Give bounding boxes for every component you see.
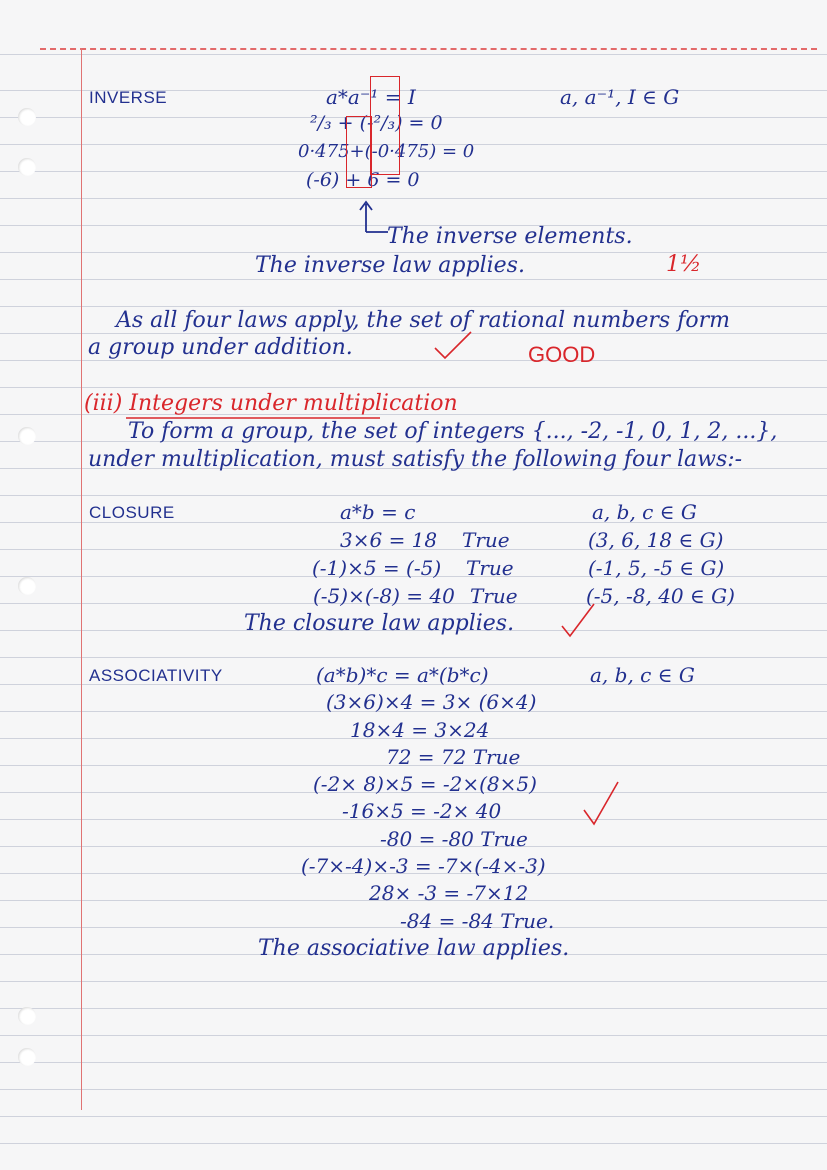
- inverse-example-1: ²/₃ + (-²/₃) = 0: [310, 112, 443, 134]
- inverse-heading: INVERSE: [89, 88, 168, 107]
- tick-icon: [560, 602, 596, 640]
- tick-icon: [433, 330, 473, 360]
- associativity-conclusion: The associative law applies.: [258, 936, 570, 961]
- associativity-line: 18×4 = 3×24: [350, 718, 490, 742]
- closure-result: True: [470, 584, 518, 608]
- tick-icon: [582, 780, 622, 828]
- closure-eq: (-1)×5 = (-5): [312, 556, 442, 580]
- closure-heading: CLOSURE: [89, 503, 175, 522]
- summary-line-1: As all four laws apply, the set of rational numbers form: [116, 308, 730, 333]
- inverse-annotation: The inverse elements.: [387, 224, 633, 249]
- inverse-law: a*a⁻¹ = I: [326, 85, 416, 109]
- section-intro-2: under multiplication, must satisfy the following four laws:-: [88, 447, 743, 472]
- inverse-elements-box: [370, 76, 400, 175]
- closure-eq: (-5)×(-8) = 40: [313, 584, 455, 608]
- associativity-line: 72 = 72 True: [386, 745, 521, 769]
- top-band: [0, 0, 827, 48]
- closure-membership: a, b, c ∈ G: [592, 500, 697, 524]
- associativity-line: -16×5 = -2× 40: [342, 799, 502, 823]
- section-heading: (iii) Integers under multiplication: [84, 391, 458, 416]
- teacher-comment: GOOD: [528, 342, 596, 367]
- associativity-line: (-7×-4)×-3 = -7×(-4×-3): [301, 854, 546, 878]
- punch-hole: [18, 1048, 36, 1066]
- punch-hole: [18, 108, 36, 126]
- inverse-bracket-left: [346, 116, 372, 188]
- punch-hole: [18, 577, 36, 595]
- closure-set: (3, 6, 18 ∈ G): [588, 528, 724, 552]
- punch-hole: [18, 1007, 36, 1025]
- inverse-example-3: (-6) + 6 = 0: [306, 169, 420, 191]
- closure-eq: 3×6 = 18: [340, 528, 438, 552]
- left-margin-line: [81, 48, 82, 1110]
- inverse-example-2: 0·475+(-0·475) = 0: [298, 141, 475, 162]
- inverse-membership: a, a⁻¹, I ∈ G: [560, 85, 680, 109]
- associativity-line: 28× -3 = -7×12: [369, 881, 529, 905]
- inverse-conclusion: The inverse law applies.: [255, 253, 525, 278]
- associativity-line: (3×6)×4 = 3× (6×4): [326, 690, 537, 714]
- closure-result: True: [462, 528, 510, 552]
- summary-line-2: a group under addition.: [88, 335, 353, 360]
- associativity-line: (-2× 8)×5 = -2×(8×5): [313, 772, 537, 796]
- closure-set: (-1, 5, -5 ∈ G): [588, 556, 725, 580]
- associativity-membership: a, b, c ∈ G: [590, 663, 695, 687]
- associativity-law: (a*b)*c = a*(b*c): [316, 663, 489, 687]
- associativity-line: -80 = -80 True: [380, 827, 528, 851]
- closure-law: a*b = c: [340, 500, 416, 524]
- punch-hole: [18, 158, 36, 176]
- closure-set: (-5, -8, 40 ∈ G): [586, 584, 735, 608]
- section-intro-1: To form a group, the set of integers {..., -2, -1, 0, 1, 2, ...},: [128, 419, 778, 444]
- closure-conclusion: The closure law applies.: [244, 611, 515, 636]
- inverse-mark: 1½: [666, 252, 702, 277]
- associativity-line: -84 = -84 True.: [400, 909, 555, 933]
- top-margin-line: [40, 48, 817, 50]
- closure-result: True: [466, 556, 514, 580]
- associativity-heading: ASSOCIATIVITY: [89, 666, 223, 685]
- punch-hole: [18, 427, 36, 445]
